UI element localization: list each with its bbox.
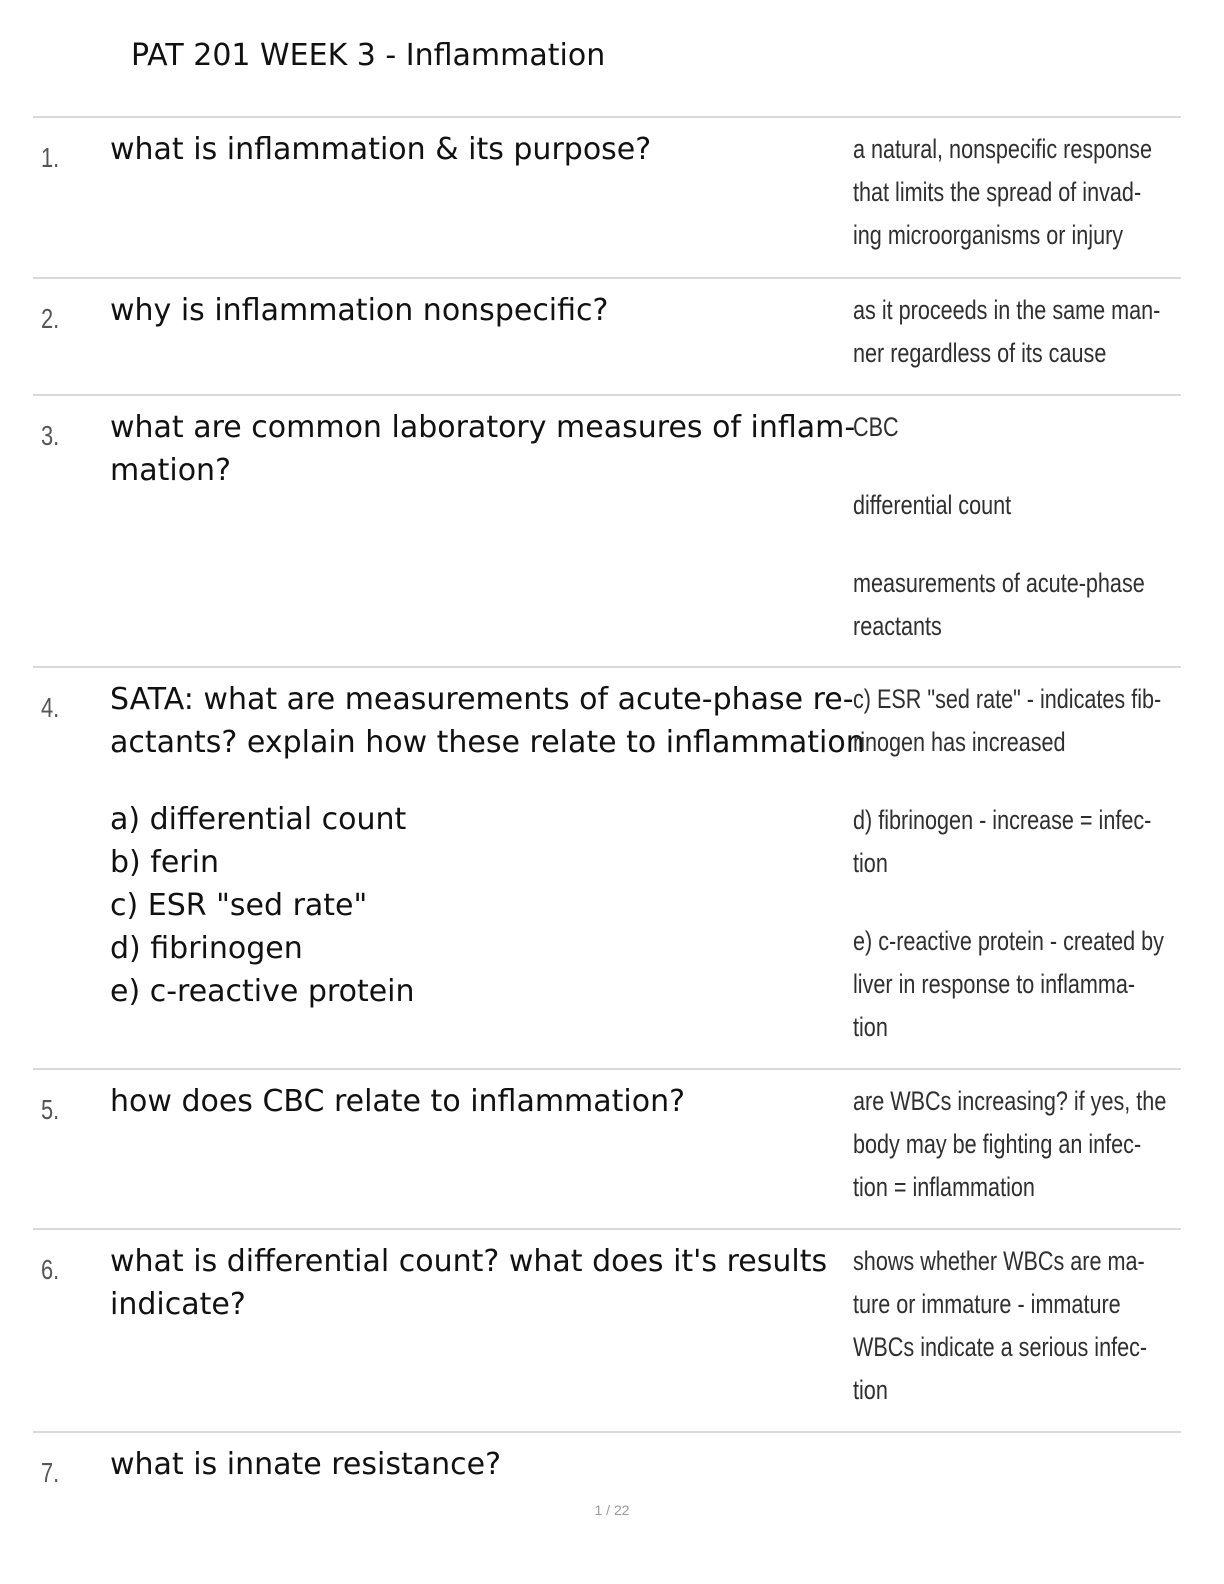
card-number: 7. (41, 1457, 60, 1488)
question-line: what are common laboratory measures of inflam- (110, 410, 856, 445)
answer-line: ture or immature - immature (853, 1289, 1121, 1319)
card-answer (853, 1080, 1183, 1209)
answer-line: reactants (853, 611, 942, 641)
flashcard-6 (33, 1228, 1181, 1433)
card-question (110, 289, 850, 332)
flashcard-4 (33, 666, 1181, 1070)
flashcard-3 (33, 394, 1181, 668)
card-number: 5. (41, 1094, 60, 1125)
card-question (110, 1240, 850, 1326)
card-question (110, 128, 850, 171)
card-number: 2. (41, 303, 60, 334)
answer-line: tion (853, 1375, 888, 1405)
page-indicator: 1 / 22 (594, 1502, 630, 1518)
answer-line: body may be fighting an infec- (853, 1129, 1142, 1159)
answer-line: ing microorganisms or injury (853, 220, 1124, 250)
option-line: c) ESR "sed rate" (110, 888, 368, 923)
question-line: what is inflammation & its purpose? (110, 132, 652, 167)
card-number: 6. (41, 1254, 60, 1285)
question-line: why is inflammation nonspecific? (110, 293, 609, 328)
flashcard-2 (33, 277, 1181, 395)
card-answer (853, 128, 1183, 257)
answer-line: tion = inflammation (853, 1172, 1035, 1202)
question-line: indicate? (110, 1287, 246, 1322)
answer-line: c) ESR "sed rate" - indicates fib- (853, 684, 1162, 714)
question-line: mation? (110, 453, 231, 488)
answer-line: tion (853, 1012, 888, 1042)
card-number: 3. (41, 420, 60, 451)
card-question (110, 678, 865, 1013)
answer-line: measurements of acute-phase (853, 568, 1145, 598)
flashcard-5 (33, 1068, 1181, 1230)
card-answer (853, 678, 1183, 1049)
answer-line: that limits the spread of invad- (853, 177, 1142, 207)
question-line: what is differential count? what does it's results (110, 1244, 828, 1279)
question-line: actants? explain how these relate to inflammation (110, 725, 865, 760)
question-line: how does CBC relate to inflammation? (110, 1084, 686, 1119)
answer-line: liver in response to inflamma- (853, 969, 1136, 999)
answer-line: ner regardless of its cause (853, 338, 1107, 368)
answer-line: e) c-reactive protein - created by (853, 926, 1164, 956)
answer-line: as it proceeds in the same man- (853, 295, 1161, 325)
answer-line: tion (853, 848, 888, 878)
option-line: e) c-reactive protein (110, 974, 415, 1009)
flashcard-7 (33, 1431, 1181, 1503)
flashcard-1 (33, 116, 1181, 278)
card-number: 4. (41, 692, 60, 723)
card-number: 1. (41, 142, 60, 173)
answer-line: a natural, nonspecific response (853, 134, 1152, 164)
card-question (110, 1080, 850, 1123)
question-line: what is innate resistance? (110, 1447, 501, 1482)
answer-line: shows whether WBCs are ma- (853, 1246, 1145, 1276)
answer-line: differential count (853, 490, 1012, 520)
card-answer (853, 289, 1183, 375)
card-answer (853, 406, 1183, 648)
document-title: PAT 201 WEEK 3 - Inflammation (131, 38, 606, 73)
answer-line: d) fibrinogen - increase = infec- (853, 805, 1152, 835)
option-line: d) fibrinogen (110, 931, 303, 966)
card-answer (853, 1240, 1183, 1412)
question-line: SATA: what are measurements of acute-phase re- (110, 682, 854, 717)
answer-line: are WBCs increasing? if yes, the (853, 1086, 1167, 1116)
option-line: b) ferin (110, 845, 219, 880)
answer-line: rinogen has increased (853, 727, 1066, 757)
answer-line: CBC (853, 412, 899, 442)
option-line: a) differential count (110, 802, 407, 837)
card-question (110, 1443, 850, 1486)
card-question (110, 406, 856, 492)
answer-line: WBCs indicate a serious infec- (853, 1332, 1148, 1362)
